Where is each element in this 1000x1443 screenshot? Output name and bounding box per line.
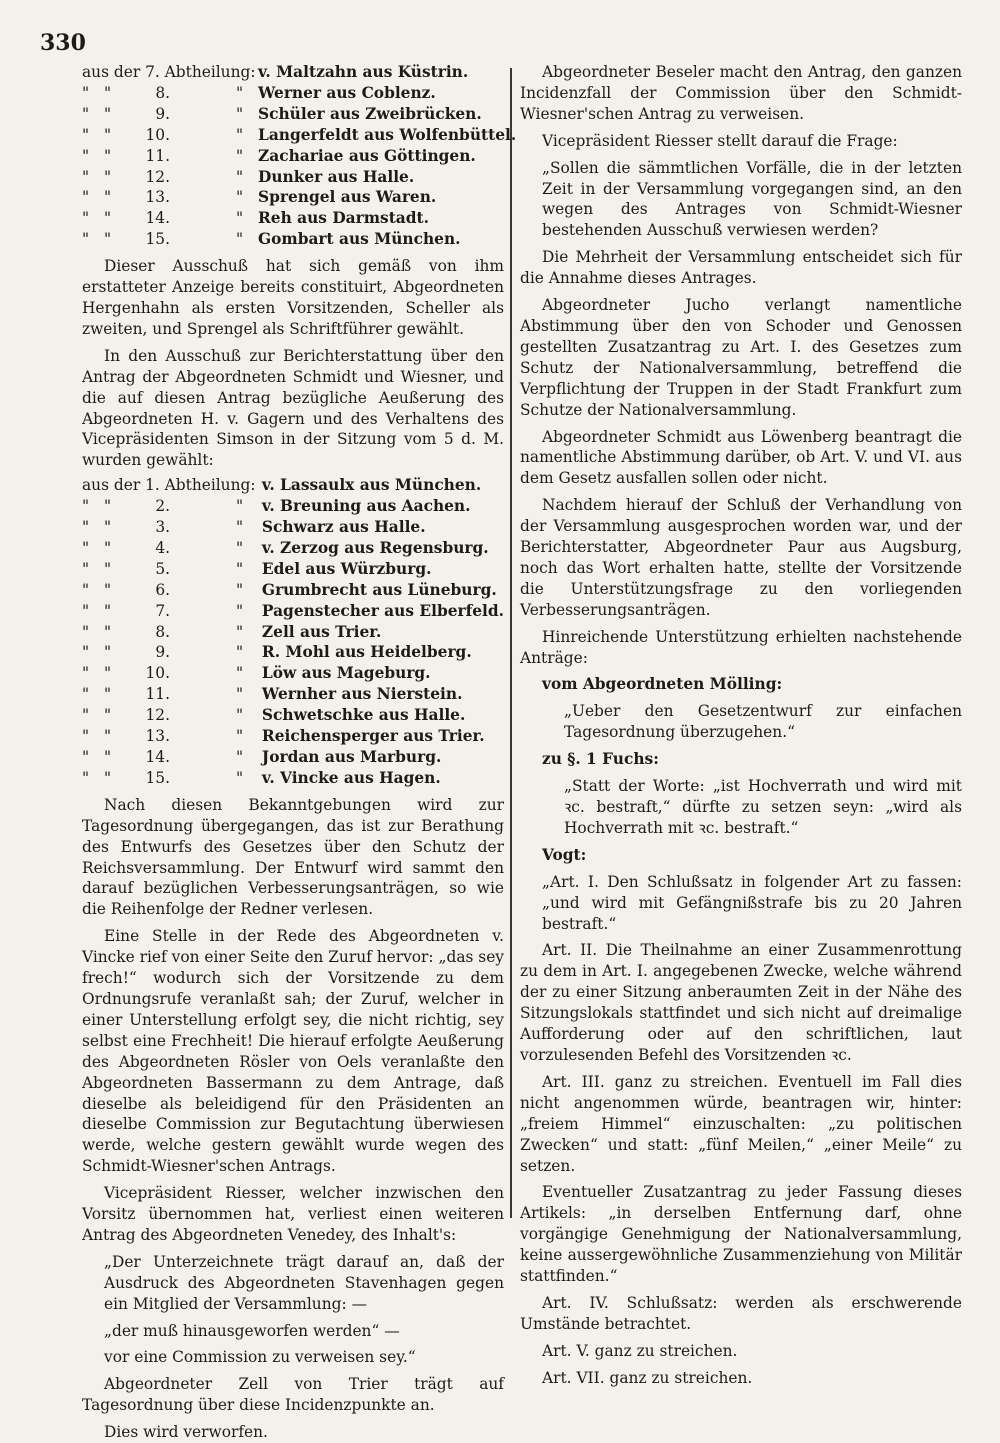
list-name: Langerfeldt aus Wolfenbüttel. <box>258 125 517 144</box>
paragraph: Abgeordneter Jucho verlangt namentliche Abstimmung über den von Schoder und Genossen gestellten Zusatzantrag zu Art. I. des Gesetzes zum Schutz der Nationalversammlung, betreffend die Verpflichtung der Truppen in der Stadt Frankfurt zum Schutze der Nationalversammlung. <box>520 296 962 419</box>
list-item: " " 10. " Löw aus Mageburg. <box>82 663 504 684</box>
list-name: Wernher aus Nierstein. <box>261 685 463 704</box>
list-item: " " 14. " Jordan aus Marburg. <box>82 747 504 768</box>
list-item: " " 13. " Sprengel aus Waren. <box>82 187 516 208</box>
list-item: " " 9. " Schüler aus Zweibrücken. <box>82 104 516 125</box>
quote: „Der Unterzeichnete trägt darauf an, daß der Ausdruck des Abgeordneten Stavenhagen gegen ein Mitglied der Versammlung: — <box>104 1252 504 1313</box>
list-item: " " 8. " Werner aus Coblenz. <box>82 83 516 104</box>
paragraph: Hinreichende Unterstützung erhielten nachstehende Anträge: <box>520 627 962 667</box>
list-name: Werner aus Coblenz. <box>258 83 436 102</box>
list-name: R. Mohl aus Heidelberg. <box>261 643 472 662</box>
list-name: Löw aus Mageburg. <box>261 664 431 683</box>
paragraph: Nach diesen Bekanntgebungen wird zur Tagesordnung übergegangen, das ist zur Berathung des Entwurfs des Gesetzes über den Schutz der Reichsversammlung. Der Entwurf wird sammt den darauf bezüglichen Verbesserungsanträgen, so wie die Reihenfolge der Redner verlesen. <box>82 795 504 919</box>
quote: „der muß hinausgeworfen werden“ — <box>104 1321 400 1340</box>
list-item: " " 12. " Schwetschke aus Halle. <box>82 705 504 726</box>
paragraph: Vicepräsident Riesser, welcher inzwischen den Vorsitz übernommen hat, verliest einen weiteren Antrag des Abgeordneten Venedey, des Inhalt's: <box>82 1184 504 1244</box>
list-item: " " 14. " Reh aus Darmstadt. <box>82 208 516 229</box>
list-item: " " 13. " Reichensperger aus Trier. <box>82 726 504 747</box>
paragraph: Eine Stelle in der Rede des Abgeordneten v. Vincke rief von einer Seite den Zuruf hervor: „das sey frech!“ wodurch sich der Vorsitzende zu dem Ordnungsrufe veranlaßt sah; der Zuruf, welcher in einer Unterstellung erfolgt sey, die nicht richtig, sey selbst eine Frechheit! Die hierauf erfolgte Aeußerung des Abgeordneten Rösler von Oels veranlaßte den Abgeordneten Bassermann zu dem Antrage, daß dieselbe als beleidigend für den Präsidenten an dieselbe Commission zur Begutachtung überwiesen werde, welche gestern gewählt wurde wegen des Schmidt-Wiesner'schen Antrags. <box>82 927 504 1176</box>
list-name: Reh aus Darmstadt. <box>258 209 430 228</box>
paragraph: In den Ausschuß zur Berichterstattung über den Antrag der Abgeordneten Schmidt und Wiesner, und die auf diesen Antrag bezügliche Aeußerung des Abgeordneten H. v. Gagern und des Verhaltens des Vicepräsidenten Simson in der Sitzung vom 5 d. M. wurden gewählt: <box>82 346 504 470</box>
list-name: Zachariae aus Göttingen. <box>258 146 476 165</box>
quote: Art. II. Die Theilnahme an einer Zusammenrottung zu dem in Art. I. angegebenen Zwecke, welche während der zu einer Sitzung anberaumten Zeit in der Nähe des Sitzungslokals stattfindet und sich nicht auf dreimalige Aufforderung oder auf den schriftlichen, laut vorzulesenden Befehl des Vorsitzenden ꝛc. <box>520 941 962 1064</box>
list-label: aus der 7. Abtheilung: <box>82 63 256 81</box>
list-item: " " 11. " Zachariae aus Göttingen. <box>82 146 516 167</box>
list-name: Jordan aus Marburg. <box>261 748 442 766</box>
quote: vor eine Commission zu verweisen sey.“ <box>104 1348 416 1367</box>
list-item: " " 15. " v. Vincke aus Hagen. <box>82 768 504 789</box>
list-name: Dunker aus Halle. <box>258 167 415 186</box>
paragraph: Dies wird verworfen. <box>104 1423 268 1442</box>
motion-heading: vom Abgeordneten Mölling: <box>542 675 783 694</box>
list-item: " " 15. " Gombart aus München. <box>82 229 516 250</box>
list-name: Edel aus Würzburg. <box>261 559 432 578</box>
committee-list-2 <box>82 475 504 789</box>
quote: Art. V. ganz zu streichen. <box>542 1341 738 1360</box>
paragraph: Die Mehrheit der Versammlung entscheidet sich für die Annahme dieses Antrages. <box>520 248 962 288</box>
list-name: v. Vincke aus Hagen. <box>261 768 441 787</box>
list-name: Reichensperger aus Trier. <box>261 727 485 746</box>
quote: Eventueller Zusatzantrag zu jeder Fassung dieses Artikels: „in derselben Entfernung darf, ohne vorgängige Genehmigung der Nationalversammlung, keine aussergewöhnliche Zusammenziehung von Militär stattfinden.“ <box>520 1183 962 1286</box>
list-name: Schwarz aus Halle. <box>261 518 426 537</box>
list-item: " " 12. " Dunker aus Halle. <box>82 167 516 188</box>
list-item: " " 4. " v. Zerzog aus Regensburg. <box>82 538 504 559</box>
list-name: v. Breuning aus Aachen. <box>261 497 471 516</box>
quote: „Ueber den Gesetzentwurf zur einfachen Tagesordnung überzugehen.“ <box>564 702 962 742</box>
quote: „Sollen die sämmtlichen Vorfälle, die in der letzten Zeit in der Versammlung vorgegangen sind, an den wegen des Antrages von Schmidt-Wiesner bestehenden Ausschuß verwiesen werden? <box>542 158 962 240</box>
left-column <box>82 62 517 1443</box>
list-item: " " 5. " Edel aus Würzburg. <box>82 559 504 580</box>
list-name: v. Lassaulx aus München. <box>261 476 482 495</box>
list-item <box>82 62 516 83</box>
list-name: Sprengel aus Waren. <box>258 188 437 207</box>
list-item: " " 6. " Grumbrecht aus Lüneburg. <box>82 580 504 601</box>
list-item: " " 8. " Zell aus Trier. <box>82 622 504 643</box>
paragraph: Dieser Ausschuß hat sich gemäß von ihm erstatteter Anzeige bereits constituirt, Abgeordneten Hergenhahn als ersten Vorsitzenden, Scheller als zweiten, und Sprengel als Schriftführer gewählt. <box>82 257 504 338</box>
list-item: " " 3. " Schwarz aus Halle. <box>82 517 504 538</box>
list-item: " " 11. " Wernher aus Nierstein. <box>82 684 504 705</box>
list-name: Gombart aus München. <box>258 230 461 249</box>
paragraph: Vicepräsident Riesser stellt darauf die Frage: <box>542 131 898 150</box>
right-column <box>520 62 962 1389</box>
list-name: Schüler aus Zweibrücken. <box>258 104 482 123</box>
list-item <box>82 475 504 496</box>
quote: Art. IV. Schlußsatz: werden als erschwerende Umstände betrachtet. <box>520 1293 962 1333</box>
page-number: 330 <box>40 30 86 56</box>
list-name: Pagenstecher aus Elberfeld. <box>261 601 504 620</box>
list-name: v. Zerzog aus Regensburg. <box>261 538 489 557</box>
quote: „Art. I. Den Schlußsatz in folgender Art zu fassen: „und wird mit Gefängnißstrafe bis zu 20 Jahren bestraft.“ <box>542 872 962 933</box>
list-item: " " 7. " Pagenstecher aus Elberfeld. <box>82 601 504 620</box>
list-item: " " 9. " R. Mohl aus Heidelberg. <box>82 642 504 663</box>
list-label: aus der 1. Abtheilung: <box>82 476 256 495</box>
quote: Art. VII. ganz zu streichen. <box>542 1368 753 1387</box>
list-item: " " 10. " Langerfeldt aus Wolfenbüttel. <box>82 125 517 144</box>
list-name: Grumbrecht aus Lüneburg. <box>261 580 497 599</box>
list-name: v. Maltzahn aus Küstrin. <box>258 63 469 81</box>
motion-heading: zu §. 1 Fuchs: <box>542 750 659 769</box>
list-name: Schwetschke aus Halle. <box>261 706 466 725</box>
paragraph: Abgeordneter Schmidt aus Löwenberg beantragt die namentliche Abstimmung darüber, ob Art. V. und VI. aus dem Gesetz ausfallen sollen oder nicht. <box>520 427 962 488</box>
list-name: Zell aus Trier. <box>261 622 382 641</box>
paragraph: Abgeordneter Zell von Trier trägt auf Tagesordnung über diese Incidenzpunkte an. <box>82 1375 504 1415</box>
quote: „Statt der Worte: „ist Hochverrath und wird mit ꝛc. bestraft,“ dürfte zu setzen seyn: „wird als Hochverrath mit ꝛc. bestraft.“ <box>564 777 962 837</box>
paragraph: Abgeordneter Beseler macht den Antrag, den ganzen Incidenzfall der Commission über den Schmidt-Wiesner'schen Antrag zu verweisen. <box>520 63 962 123</box>
motion-heading: Vogt: <box>542 845 587 864</box>
list-item: " " 2. " v. Breuning aus Aachen. <box>82 496 504 517</box>
paragraph: Nachdem hierauf der Schluß der Verhandlung von der Versammlung ausgesprochen worden war, und der Berichterstatter, Abgeordneter Paur aus Augsburg, noch das Wort erhalten hatte, stellte der Vorsitzende die Unterstützungsfrage zu den vorliegenden Verbesserungsanträgen. <box>520 496 962 619</box>
committee-list-1 <box>82 62 516 250</box>
quote: Art. III. ganz zu streichen. Eventuell im Fall dies nicht angenommen würde, beantragen wir, hinter: „freiem Himmel“ einzuschalten: „zu politischen Zwecken“ und statt: „fünf Meilen,“ „einer Meile“ zu setzen. <box>520 1072 962 1175</box>
